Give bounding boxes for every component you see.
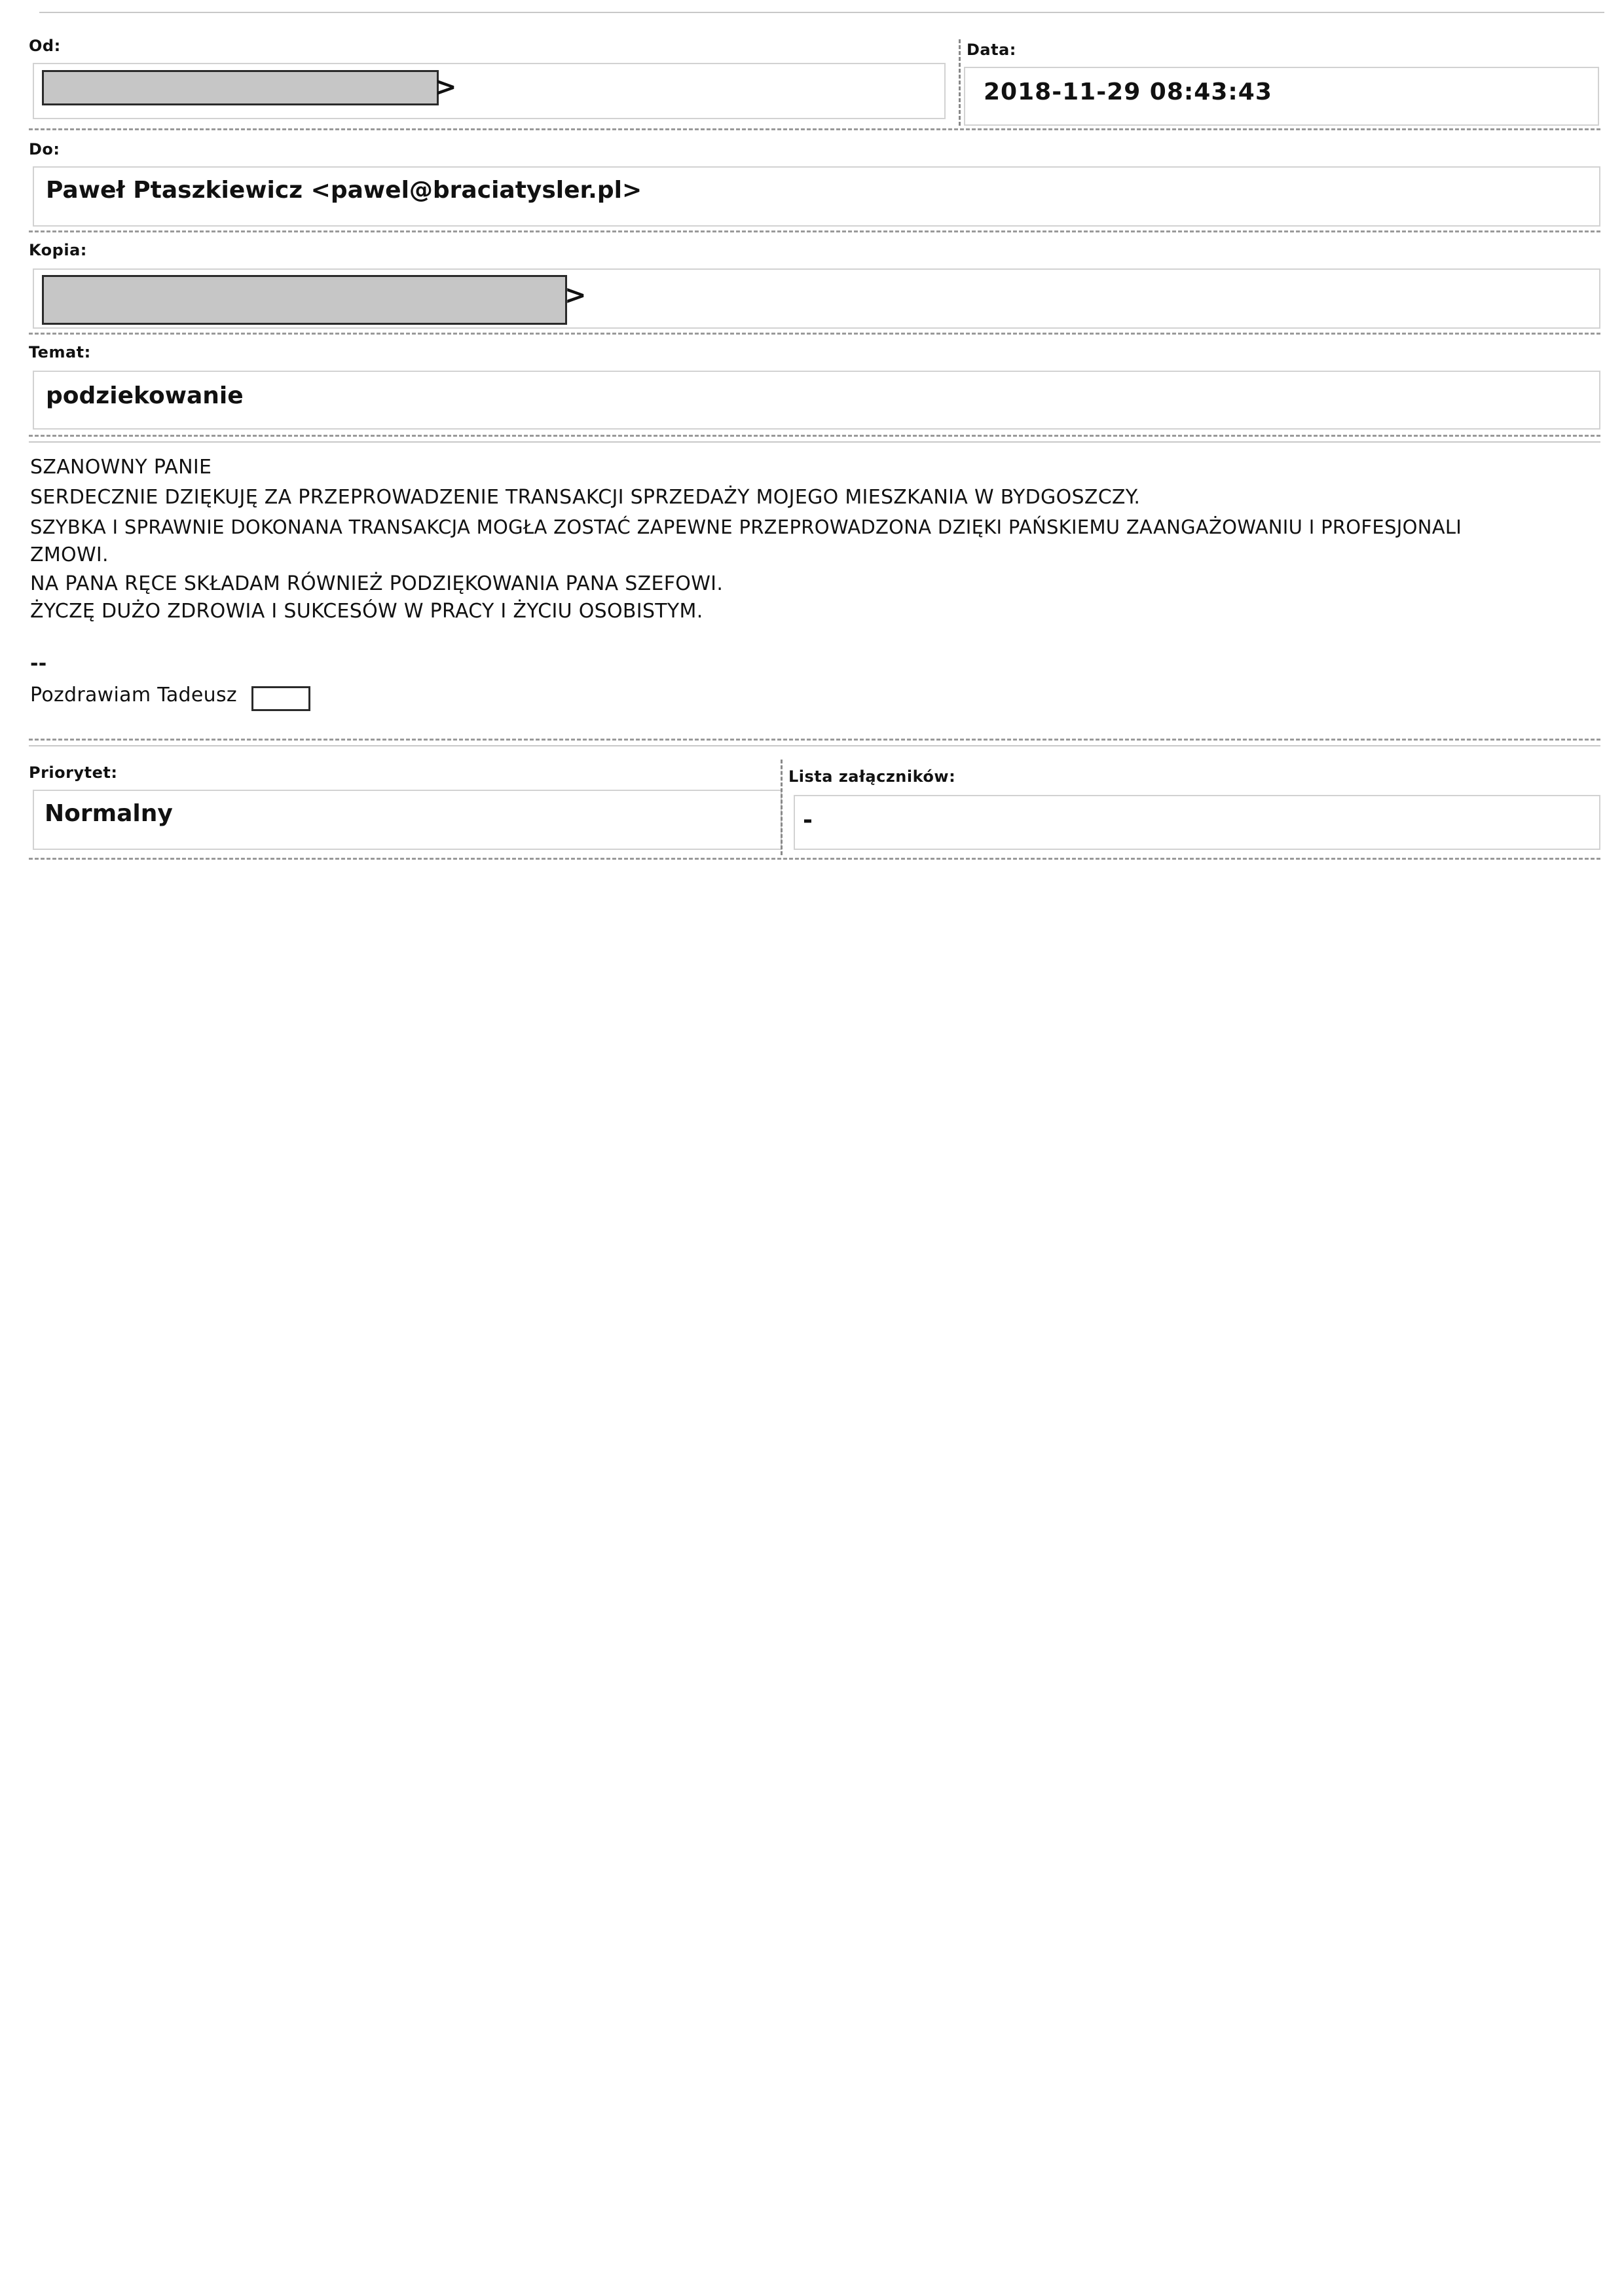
body-line-wishes: ŻYCZĘ DUŻO ZDROWIA I SUKCESÓW W PRACY I ŻYCIU OSOBISTYM. [30, 600, 703, 623]
date-value: 2018-11-29 08:43:43 [984, 79, 1272, 105]
priority-value: Normalny [45, 800, 173, 827]
from-arrow: > [435, 72, 457, 102]
subject-label: Temat: [29, 343, 91, 361]
signature-separator: -- [30, 652, 47, 675]
cc-redaction [42, 275, 567, 325]
priority-attachments-divider [781, 760, 783, 855]
attachments-value: - [803, 807, 813, 834]
from-date-divider [959, 39, 961, 126]
attachments-field [794, 795, 1600, 850]
date-label: Data: [967, 41, 1016, 59]
signature-text: Pozdrawiam Tadeusz [30, 684, 237, 707]
separator-after-subject [29, 435, 1600, 437]
top-rule [39, 12, 1604, 13]
from-label: Od: [29, 37, 61, 55]
to-label: Do: [29, 140, 60, 158]
separator-after-from [29, 128, 1600, 130]
separator-before-footer [29, 739, 1600, 741]
body-line-thanks: SERDECZNIE DZIĘKUJĘ ZA PRZEPROWADZENIE TRANSAKCJI SPRZEDAŻY MOJEGO MIESZKANIA W BYDGOSZCZY. [30, 486, 1141, 509]
priority-label: Priorytet: [29, 763, 118, 782]
body-line-greeting: SZANOWNY PANIE [30, 456, 212, 479]
separator-before-footer-2 [29, 745, 1600, 746]
separator-after-subject-2 [29, 441, 1600, 443]
subject-value: podziekowanie [46, 382, 244, 409]
separator-after-to [29, 230, 1600, 232]
separator-after-cc [29, 333, 1600, 335]
attachments-label: Lista załączników: [788, 767, 956, 786]
bottom-rule [29, 858, 1600, 860]
subject-field [33, 371, 1600, 430]
signature-redaction [251, 686, 310, 711]
cc-arrow: > [564, 280, 587, 310]
to-value: Paweł Ptaszkiewicz <pawel@braciatysler.pl> [46, 177, 642, 204]
body-line-transaction: SZYBKA I SPRAWNIE DOKONANA TRANSAKCJA MOGŁA ZOSTAĆ ZAPEWNE PRZEPROWADZONA DZIĘKI PAŃSKIEMU ZAANGAŻOWANIU I PROFESJONALI [30, 516, 1462, 538]
body-line-boss: NA PANA RĘCE SKŁADAM RÓWNIEŻ PODZIĘKOWANIA PANA SZEFOWI. [30, 572, 724, 595]
body-line-wrap: ZMOWI. [30, 543, 109, 566]
from-redaction [42, 70, 439, 105]
cc-label: Kopia: [29, 241, 87, 259]
